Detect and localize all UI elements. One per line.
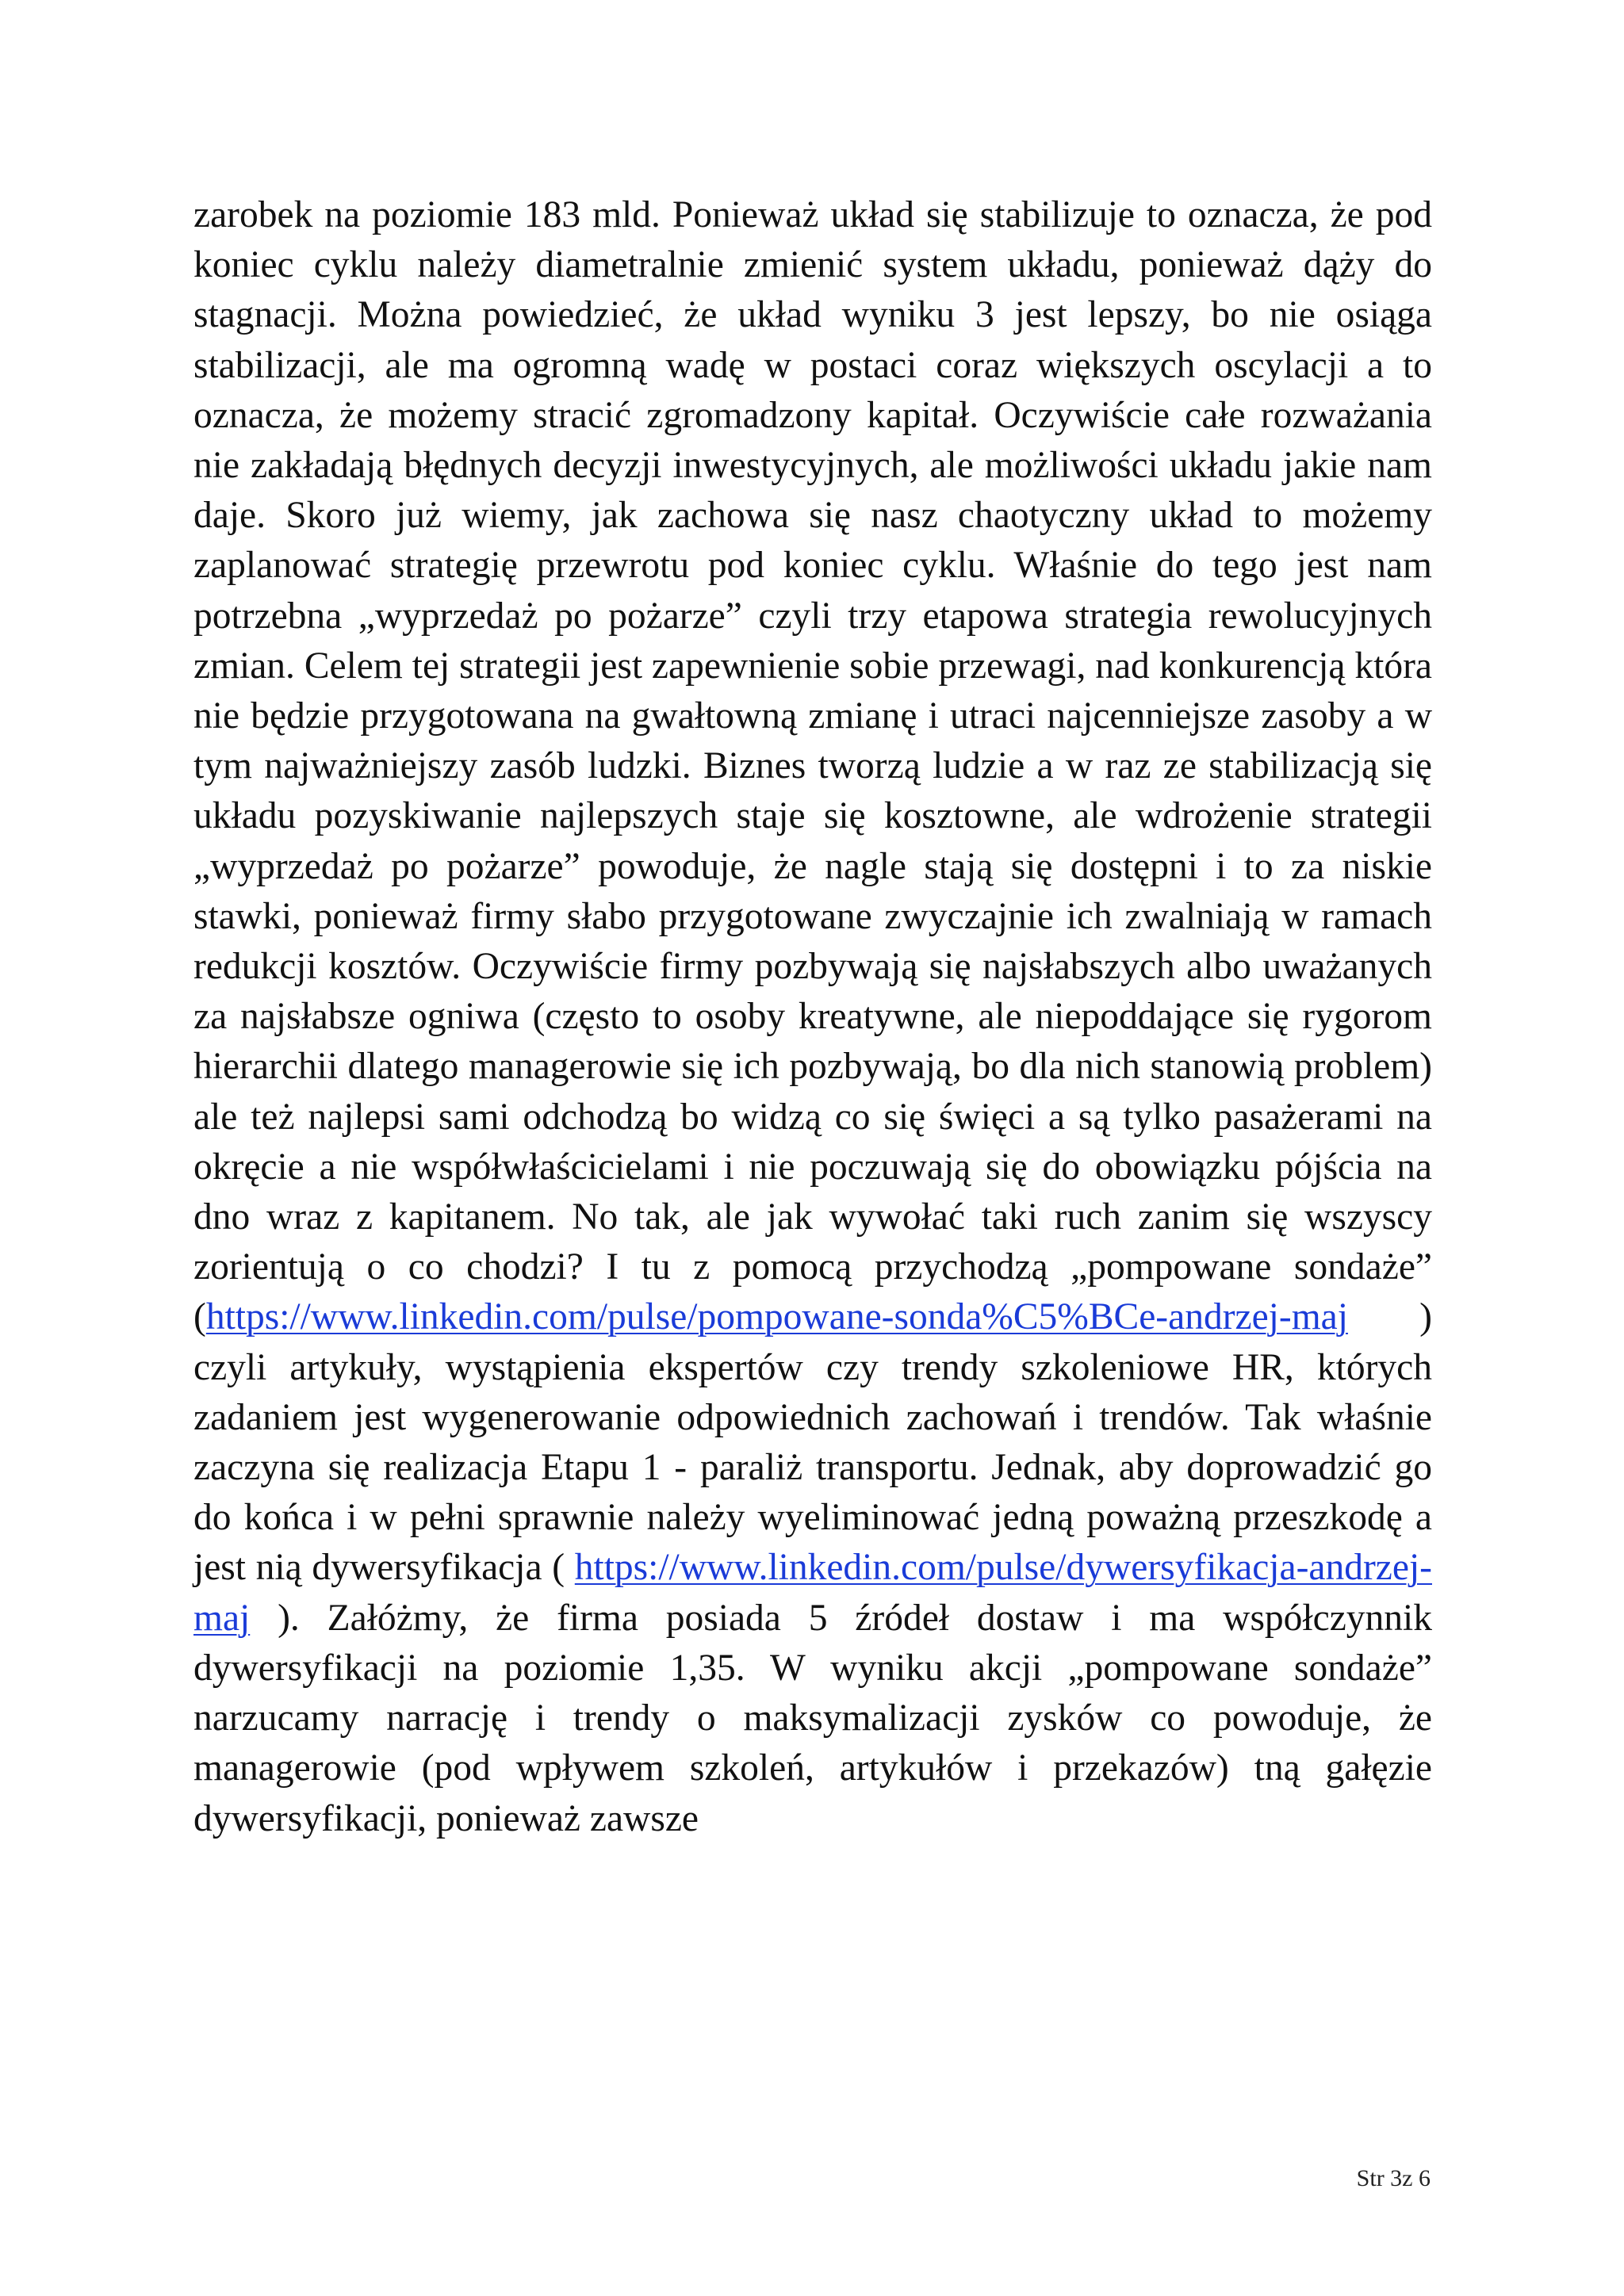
paragraph-text-2: ) czyli artykuły, wystąpienia ekspertów czy trendy szkoleniowe HR, których zadaniem jest wygenerowanie odpowiednich zachowań i trendów. Tak właśnie zaczyna się realizacja Etapu 1 - paraliż transportu. Jednak, aby doprowadzić go do końca i w pełni sprawnie należy wyeliminować jedną poważną przeszkodę a jest nią dywersyfikacja (: [193, 1296, 1432, 1589]
body-paragraph: [193, 190, 1432, 1844]
paragraph-text-1: zarobek na poziomie 183 mld. Ponieważ układ się stabilizuje to oznacza, że pod koniec cyklu należy diametralnie zmienić system układu, ponieważ dąży do stagnacji. Można powiedzieć, że układ wyniku 3 jest lepszy, bo nie osiąga stabilizacji, ale ma ogromną wadę w postaci coraz większych oscylacji a to oznacza, że możemy stracić zgromadzony kapitał. Oczywiście całe rozważania nie zakładają błędnych decyzji inwestycyjnych, ale możliwości układu jakie nam daje. Skoro już wiemy, jak zachowa się nasz chaotyczny układ to możemy zaplanować strategię przewrotu pod koniec cyklu. Właśnie do tego jest nam potrzebna „wyprzedaż po pożarze” czyli trzy etapowa strategia rewolucyjnych zmian. Celem tej strategii jest zapewnienie sobie przewagi, nad konkurencją która nie będzie przygotowana na gwałtowną zmianę i utraci najcenniejsze zasoby a w tym najważniejszy zasób ludzki. Biznes tworzą ludzie a w raz ze stabilizacją się układu pozyskiwanie najlepszych staje się kosztowne, ale wdrożenie strategii „wyprzedaż po pożarze” powoduje, że nagle stają się dostępni i to za niskie stawki, ponieważ firmy słabo przygotowane zwyczajnie ich zwalniają w ramach redukcji kosztów. Oczywiście firmy pozbywają się najsłabszych albo uważanych za najsłabsze ogniwa (często to osoby kreatywne, ale niepoddające się rygorom hierarchii dlatego managerowie się ich pozbywają, bo dla nich stanowią problem) ale też najlepsi sami odchodzą bo widzą co się święci a są tylko pasażerami na okręcie a nie współwłaścicielami i nie poczuwają się do obowiązku pójścia na dno wraz z kapitanem. No tak, ale jak wywołać taki ruch zanim się wszyscy zorientują o co chodzi? I tu z pomocą przychodzą „pompowane sondaże” (: [193, 194, 1432, 1338]
paragraph-text-3: ). Załóżmy, że firma posiada 5 źródeł dostaw i ma współczynnik dywersyfikacji na poziomie 1,35. W wyniku akcji „pompowane sondaże” narzucamy narrację i trendy o maksymalizacji zysków co powoduje, że managerowie (pod wpływem szkoleń, artykułów i przekazów) tną gałęzie dywersyfikacji, ponieważ zawsze: [193, 1597, 1432, 1839]
linkedin-link-pompowane-sondaze[interactable]: https://www.linkedin.com/pulse/pompowane-sonda%C5%BCe-andrzej-maj: [205, 1296, 1348, 1338]
page-number: Str 3z 6: [1356, 2165, 1431, 2191]
linkedin-link-dywersyfikacja[interactable]: https://www.linkedin.com/pulse/dywersyfikacja-andrzej-maj: [193, 1547, 1432, 1639]
